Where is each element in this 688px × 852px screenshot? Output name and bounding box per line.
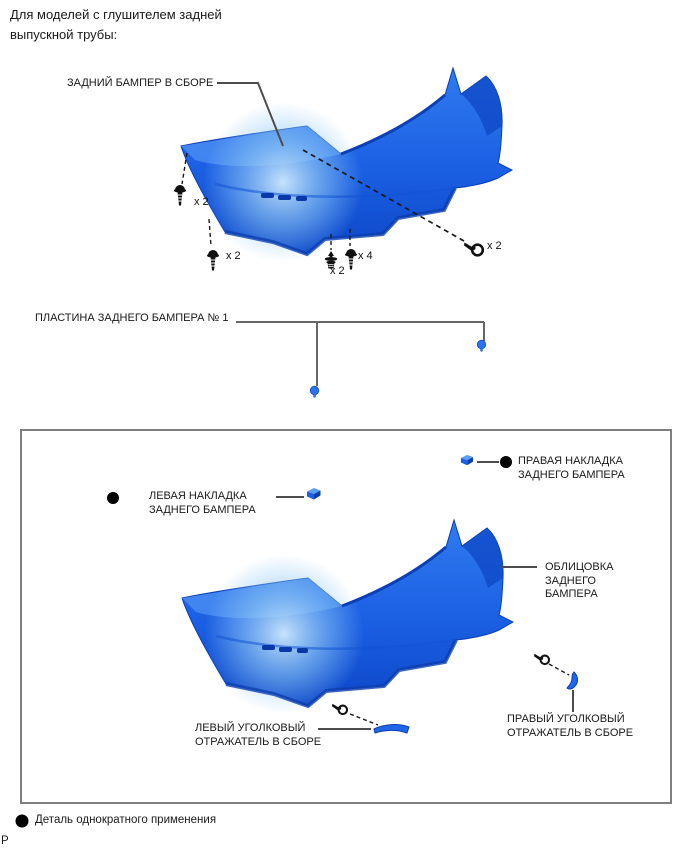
single-use-legend: Деталь однократного применения	[35, 814, 217, 826]
intro-line-2: выпускной трубы:	[10, 27, 118, 42]
rear-bumper-illustration-box	[182, 520, 513, 714]
blue-pin-icon	[310, 386, 318, 397]
left-corner-reflector-part	[374, 725, 409, 733]
qty-screw-center: x 4	[358, 250, 373, 262]
label-left-pad-line2: ЗАДНЕГО БАМПЕРА	[149, 503, 256, 516]
screw-icon	[174, 185, 186, 206]
bolt-icon	[464, 243, 483, 256]
label-left-reflector-line2: ОТРАЖАТЕЛЬ В СБОРЕ	[195, 735, 322, 748]
bolt-icon	[332, 704, 347, 714]
label-right-reflector	[507, 713, 633, 740]
label-left-reflector	[195, 722, 321, 749]
label-right-pad	[518, 455, 625, 482]
intro-text	[10, 5, 222, 45]
label-cover-line1: ОБЛИЦОВКА	[545, 561, 614, 573]
rear-bumper-illustration-top	[181, 68, 512, 262]
label-cover-line2: ЗАДНЕГО	[545, 574, 596, 587]
bolt-icon	[534, 654, 549, 664]
label-right-pad-line2: ЗАДНЕГО БАМПЕРА	[518, 468, 625, 481]
single-use-bullet-icon	[16, 815, 29, 828]
label-plate-no1: ПЛАСТИНА ЗАДНЕГО БАМПЕРА № 1	[35, 312, 229, 324]
screw-icon	[207, 250, 219, 271]
qty-screw-left-lower: x 2	[226, 250, 241, 262]
blue-clip-icon	[307, 488, 321, 500]
blue-clip-icon	[461, 455, 473, 465]
qty-push-clip: x 2	[330, 265, 345, 277]
label-right-reflector-line1: ПРАВЫЙ УГОЛКОВЫЙ	[507, 713, 625, 725]
label-right-reflector-line2: ОТРАЖАТЕЛЬ В СБОРЕ	[507, 726, 634, 739]
qty-screw-left-upper: x 2	[194, 196, 209, 208]
single-use-bullet-icon	[107, 492, 119, 504]
blue-pin-icon	[477, 340, 485, 351]
label-rear-bumper-assy: ЗАДНИЙ БАМПЕР В СБОРЕ	[67, 77, 214, 89]
intro-line-1: Для моделей с глушителем задней	[10, 7, 222, 22]
label-cover-line3: БАМПЕРА	[545, 588, 598, 600]
screw-icon	[345, 249, 357, 270]
qty-bolt-right: x 2	[487, 240, 502, 252]
leader-plate-no1	[236, 322, 484, 386]
label-right-pad-line1: ПРАВАЯ НАКЛАДКА	[518, 455, 623, 467]
label-cover	[545, 561, 613, 602]
label-left-reflector-line1: ЛЕВЫЙ УГОЛКОВЫЙ	[195, 722, 306, 734]
page-mark: P	[1, 835, 9, 847]
single-use-bullet-icon	[500, 456, 512, 468]
label-left-pad-line1: ЛЕВАЯ НАКЛАДКА	[149, 490, 247, 502]
label-left-pad	[149, 490, 256, 517]
